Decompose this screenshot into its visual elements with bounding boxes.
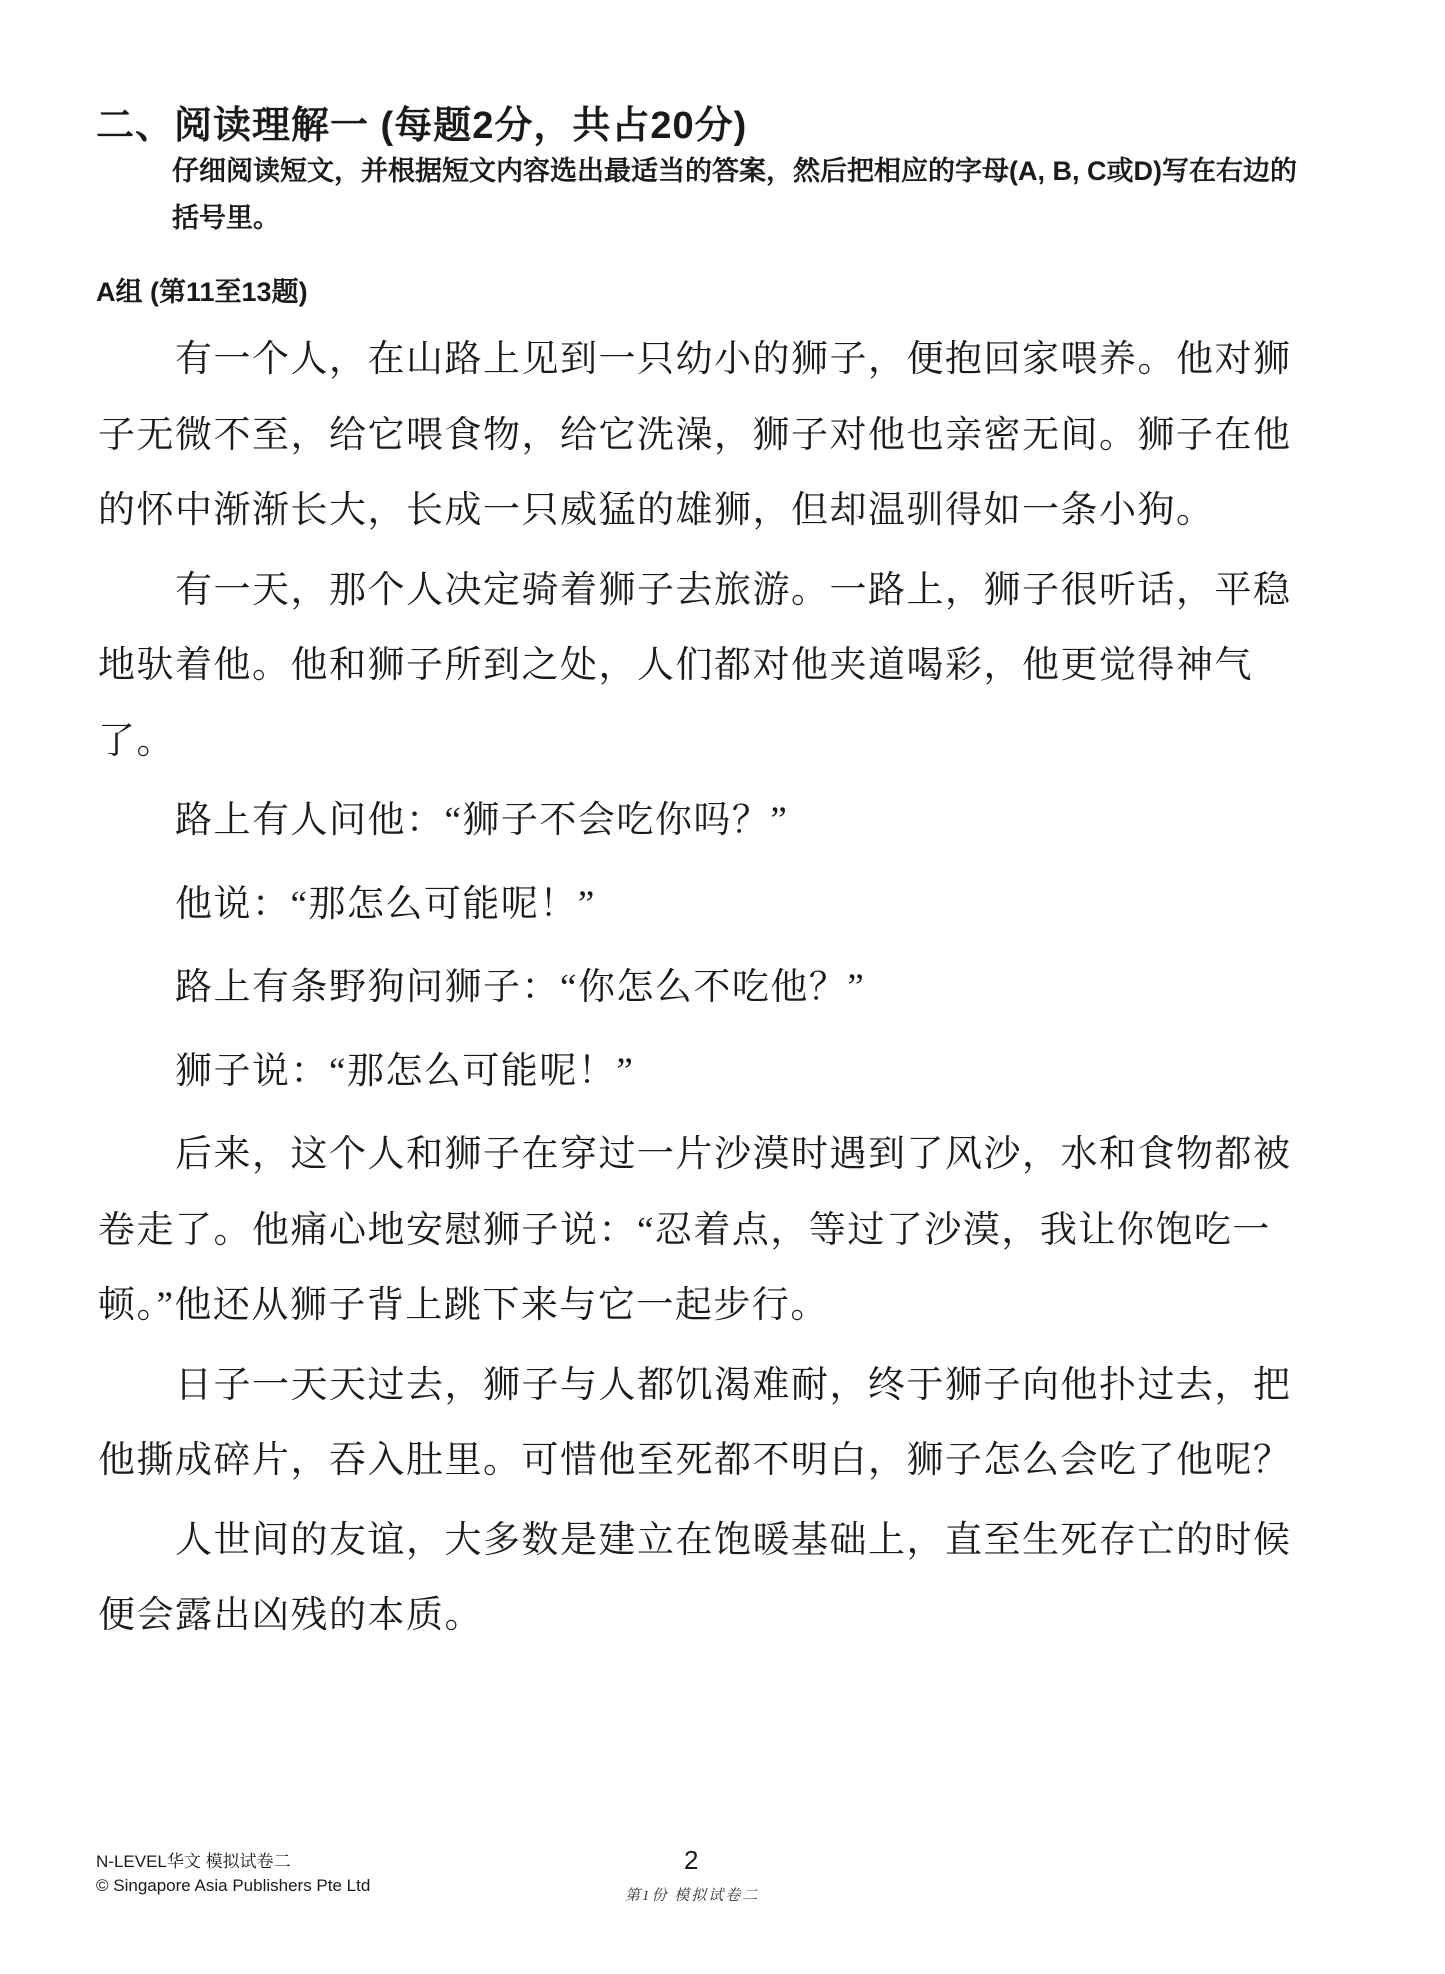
paragraph: 后来，这个人和狮子在穿过一片沙漠时遇到了风沙，水和食物都被卷走了。他痛心地安慰狮子说：“忍着点，等过了沙漠，我让你饱吃一顿。”他还从狮子背上跳下来与它一起步行。: [98, 1134, 1292, 1326]
section-title: 二、阅读理解一 (每题2分，共占20分): [96, 105, 748, 147]
paragraph: 日子一天天过去，狮子与人都饥渴难耐，终于狮子向他扑过去，把他撕成碎片，吞入肚里。可惜他至死都不明白，狮子怎么会吃了他呢？: [98, 1364, 1292, 1481]
page-number: 2: [684, 1845, 699, 1875]
paragraph: 人世间的友谊，大多数是建立在饱暖基础上，直至生死存亡的时候便会露出凶残的本质。: [98, 1519, 1292, 1636]
dialogue-line: 路上有条野狗问狮子：“你怎么不吃他？”: [175, 967, 866, 1008]
handwritten-note: 第1份 模拟试卷二: [625, 1888, 760, 1904]
copyright: © Singapore Asia Publishers Pte Ltd: [96, 1876, 371, 1895]
book-title: N-LEVEL华文 模拟试卷二: [96, 1852, 291, 1871]
reading-passage: [98, 322, 1296, 1658]
paragraph: 有一个人，在山路上见到一只幼小的狮子，便抱回家喂养。他对狮子无微不至，给它喂食物，给它洗澡，狮子对他也亲密无间。狮子在他的怀中渐渐长大，长成一只威猛的雄狮，但却温驯得如一条小狗。: [98, 339, 1292, 531]
footer: [96, 1850, 370, 1898]
paragraph: 有一天，那个人决定骑着狮子去旅游。一路上，狮子很听话，平稳地驮着他。他和狮子所到之处，人们都对他夹道喝彩，他更觉得神气了。: [98, 569, 1292, 762]
group-label: A组 (第11至13题): [96, 277, 308, 307]
dialogue-line: 路上有人问他：“狮子不会吃你吗？”: [175, 800, 789, 841]
instructions: 仔细阅读短文，并根据短文内容选出最适当的答案，然后把相应的字母(A, B, C或D)写在右边的括号里。: [172, 156, 1297, 233]
dialogue-line: 他说：“那怎么可能呢！”: [175, 883, 596, 925]
dialogue-line: 狮子说：“那怎么可能呢！”: [175, 1050, 635, 1092]
